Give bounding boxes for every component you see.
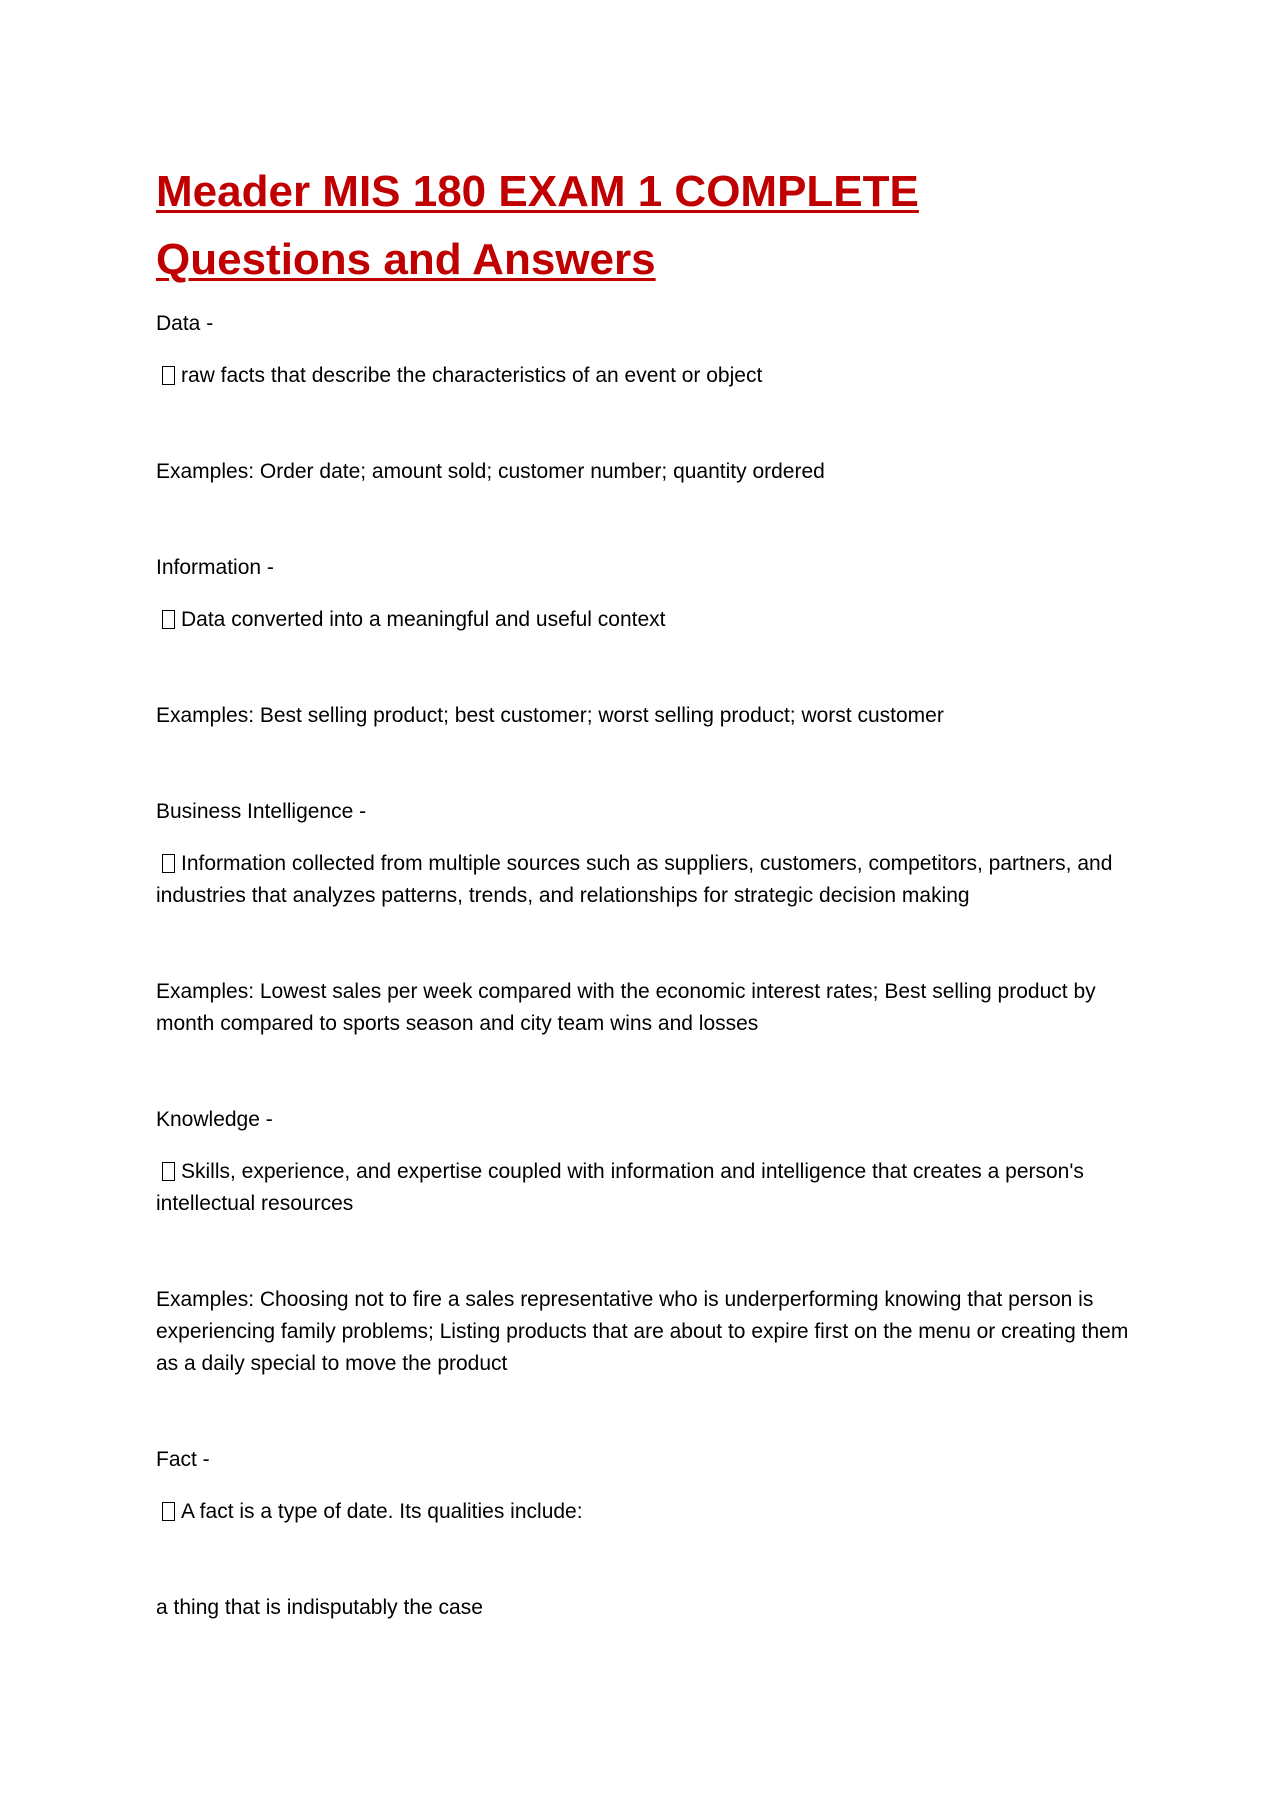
example-business-intelligence: Examples: Lowest sales per week compared with the economic interest rates; Best selling product by month compared to sports season and city team wins and losses	[156, 980, 1096, 1035]
term-information: Information -	[156, 556, 274, 579]
answer-knowledge	[156, 1156, 1136, 1220]
bullet-icon	[162, 854, 175, 873]
bullet-icon	[162, 610, 175, 629]
term-knowledge: Knowledge -	[156, 1108, 273, 1131]
qa-entry-business-intelligence	[156, 796, 1136, 1040]
qa-entry-knowledge	[156, 1104, 1136, 1380]
answer-fact	[156, 1496, 1136, 1528]
document-body	[156, 158, 1136, 1624]
document-title	[156, 158, 1136, 294]
answer-information	[156, 604, 1136, 636]
title-line-1: Meader MIS 180 EXAM 1 COMPLETE	[156, 167, 919, 216]
example-knowledge: Examples: Choosing not to fire a sales representative who is underperforming knowing that person is experiencing family problems; Listing products that are about to expire first on the menu or creating them as a daily special to move the product	[156, 1288, 1129, 1375]
answer-text: Data converted into a meaningful and useful context	[181, 608, 666, 631]
term-data: Data -	[156, 312, 214, 335]
qa-entry-information	[156, 552, 1136, 732]
term-fact: Fact -	[156, 1448, 210, 1471]
term-business-intelligence: Business Intelligence -	[156, 800, 367, 823]
example-fact: a thing that is indisputably the case	[156, 1596, 483, 1619]
answer-business-intelligence	[156, 848, 1136, 912]
example-data: Examples: Order date; amount sold; customer number; quantity ordered	[156, 460, 825, 483]
bullet-icon	[162, 1162, 175, 1181]
title-line-2: Questions and Answers	[156, 235, 656, 284]
example-information: Examples: Best selling product; best customer; worst selling product; worst customer	[156, 704, 944, 727]
answer-data	[156, 360, 1136, 392]
bullet-icon	[162, 366, 175, 385]
qa-entry-fact	[156, 1444, 1136, 1624]
answer-text: Skills, experience, and expertise coupled with information and intelligence that creates a person's intellectual resources	[156, 1160, 1084, 1215]
answer-text: A fact is a type of date. Its qualities include:	[181, 1500, 583, 1523]
qa-entry-data	[156, 308, 1136, 488]
bullet-icon	[162, 1502, 175, 1521]
answer-text: raw facts that describe the characteristics of an event or object	[181, 364, 763, 387]
answer-text: Information collected from multiple sources such as suppliers, customers, competitors, partners, and industries that analyzes patterns, trends, and relationships for strategic decision making	[156, 852, 1113, 907]
